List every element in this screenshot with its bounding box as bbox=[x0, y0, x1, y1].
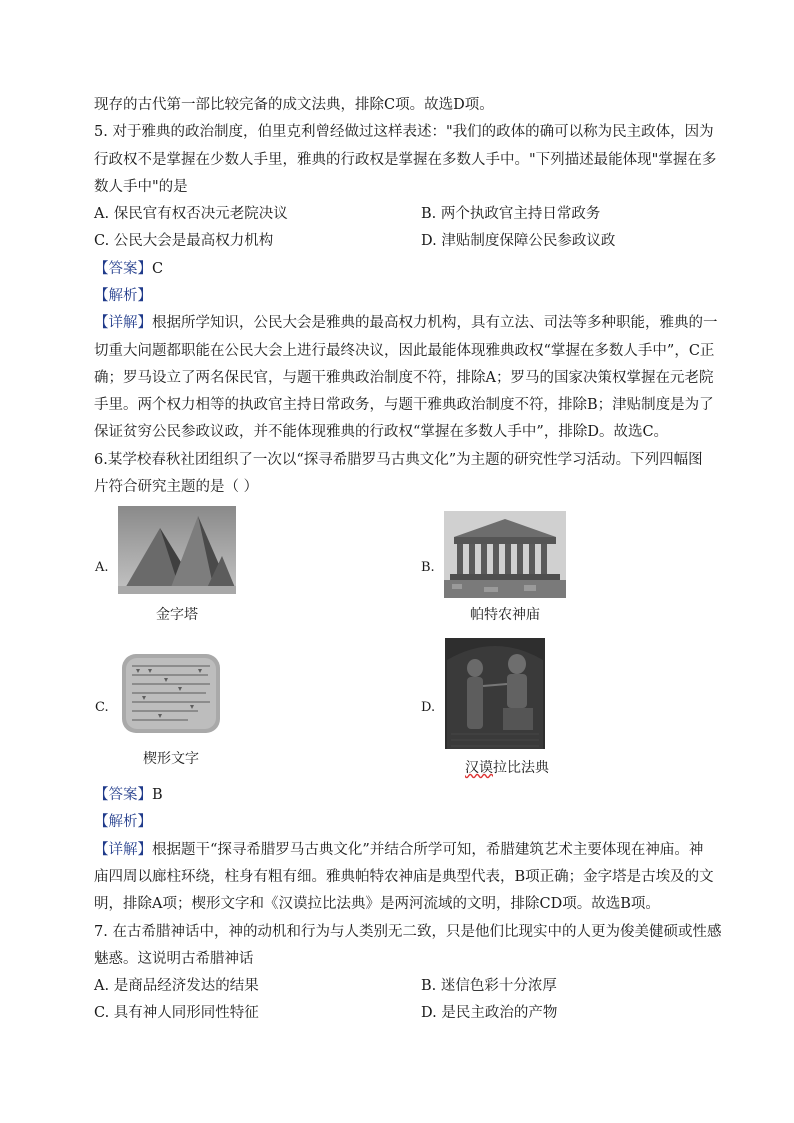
q6-image-a-caption: 金字塔 bbox=[156, 607, 198, 623]
q6-detail-line1 bbox=[94, 840, 704, 860]
cuneiform-tablet-photo bbox=[118, 650, 224, 737]
answer-tag: 【答案】 bbox=[94, 787, 152, 803]
q6-stem-line2: 片符合研究主题的是（ ） bbox=[94, 479, 259, 495]
q7-option-b: B. 迷信色彩十分浓厚 bbox=[421, 978, 557, 994]
q6-analysis-tag: 【解析】 bbox=[94, 814, 152, 830]
detail-tag: 【详解】 bbox=[94, 315, 152, 331]
q6-answer bbox=[94, 785, 698, 805]
q7-stem-line1: 7. 在古希腊神话中，神的动机和行为与人类别无二致，只是他们比现实中的人更为俊美健硕或性感 bbox=[94, 924, 722, 940]
q6-image-b-caption: 帕特农神庙 bbox=[470, 607, 540, 623]
q6-image-d-caption-b: 拉比法典 bbox=[493, 760, 549, 776]
q6-detail-text1: 根据题干“探寻希腊罗马古典文化”并结合所学可知，希腊建筑艺术主要体现在神庙。神 bbox=[152, 842, 704, 858]
q6-image-d-letter: D. bbox=[421, 700, 436, 715]
q5-detail-line3: 确；罗马设立了两名保民官，与题干雅典政治制度不符，排除A；罗马的国家决策权掌握在元老院 bbox=[94, 370, 714, 386]
q6-image-d-caption-a: 汉谟 bbox=[465, 760, 493, 776]
answer-value: B bbox=[152, 787, 163, 803]
pyramids-photo bbox=[118, 506, 236, 594]
q5-option-a: A. 保民官有权否决元老院决议 bbox=[94, 206, 288, 222]
q5-option-c: C. 公民大会是最高权力机构 bbox=[94, 233, 274, 249]
q5-detail-text1: 根据所学知识，公民大会是雅典的最高权力机构，具有立法、司法等多种职能，雅典的一 bbox=[152, 315, 718, 331]
q5-option-d: D. 津贴制度保障公民参政议政 bbox=[421, 233, 616, 249]
q7-option-a: A. 是商品经济发达的结果 bbox=[94, 978, 259, 994]
intro-text: 现存的古代第一部比较完备的成文法典，排除C项。故选D项。 bbox=[94, 97, 494, 113]
q7-option-d: D. 是民主政治的产物 bbox=[421, 1005, 558, 1021]
q6-stem-line1: 6.某学校春秋社团组织了一次以“探寻希腊罗马古典文化”为主题的研究性学习活动。下列四幅图 bbox=[94, 452, 703, 468]
q6-image-a-letter: A. bbox=[95, 560, 109, 575]
q5-detail-line1 bbox=[94, 313, 718, 333]
q5-analysis-tag: 【解析】 bbox=[94, 288, 152, 304]
answer-value: C bbox=[152, 261, 164, 277]
q5-stem-line1: 5. 对于雅典的政治制度，伯里克利曾经做过这样表述："我们的政体的确可以称为民主政体，因为 bbox=[94, 124, 714, 140]
q7-option-c: C. 具有神人同形同性特征 bbox=[94, 1005, 259, 1021]
q5-answer bbox=[94, 259, 698, 279]
detail-tag: 【详解】 bbox=[94, 842, 152, 858]
q6-image-d-caption bbox=[445, 757, 585, 777]
q5-stem-line2: 行政权不是掌握在少数人手里，雅典的行政权是掌握在多数人手中。"下列描述最能体现"掌握在多 bbox=[94, 152, 717, 168]
q7-stem-line2: 魅惑。这说明古希腊神话 bbox=[94, 951, 254, 967]
q6-image-b-letter: B. bbox=[421, 560, 435, 575]
q5-stem-line3: 数人手中"的是 bbox=[94, 179, 188, 195]
q6-detail-line3: 明，排除A项；楔形文字和《汉谟拉比法典》是两河流域的文明，排除CD项。故选B项。 bbox=[94, 896, 660, 912]
q5-option-b: B. 两个执政官主持日常政务 bbox=[421, 206, 601, 222]
q6-image-c-letter: C. bbox=[95, 700, 109, 715]
parthenon-photo bbox=[444, 511, 566, 598]
answer-tag: 【答案】 bbox=[94, 261, 152, 277]
hammurabi-stele-photo bbox=[445, 638, 545, 749]
q5-detail-line5: 保证贫穷公民参政议政，并不能体现雅典的行政权“掌握在多数人手中”，排除D。故选C。 bbox=[94, 424, 669, 440]
q6-detail-line2: 庙四周以廊柱环绕，柱身有粗有细。雅典帕特农神庙是典型代表，B项正确；金字塔是古埃及的文 bbox=[94, 869, 714, 885]
q5-detail-line4: 手里。两个权力相等的执政官主持日常政务，与题干雅典政治制度不符，排除B；津贴制度是为了 bbox=[94, 397, 714, 413]
q5-detail-line2: 切重大问题都职能在公民大会上进行最终决议，因此最能体现雅典政权“掌握在多数人手中”，C正 bbox=[94, 343, 715, 359]
q6-image-c-caption: 楔形文字 bbox=[143, 751, 199, 767]
